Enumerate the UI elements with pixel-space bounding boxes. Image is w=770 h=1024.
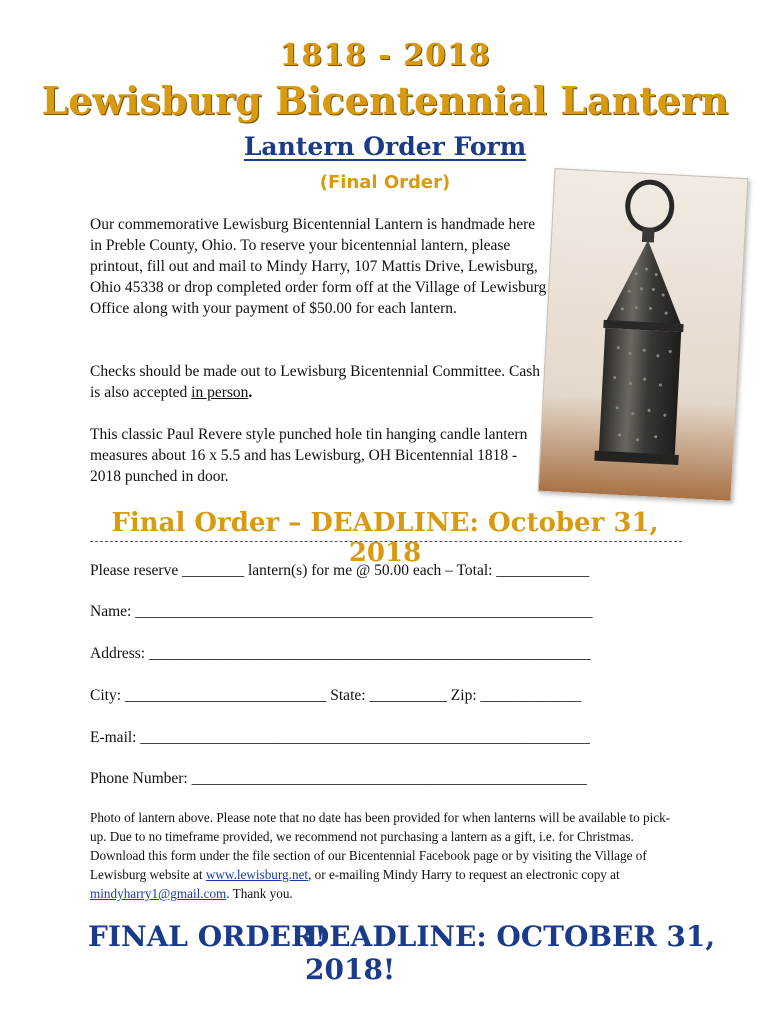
lantern-photo	[538, 168, 749, 502]
checks-text: Checks should be made out to Lewisburg Bicentennial Committee. Cash is also accepted	[90, 363, 540, 401]
reserve-quantity-field[interactable]: Please reserve ________ lantern(s) for me @ 50.00 each – Total: ____________	[90, 562, 590, 579]
city-state-zip-field[interactable]: City: __________________________ State: __________ Zip: _____________	[90, 687, 582, 704]
intro-text-3: This classic Paul Revere style punched hole tin hanging candle lantern measures about 16 x 5.5 and has Lewisburg, OH Bicentennial 1818 - 2018 punched in door.	[90, 426, 528, 485]
divider	[90, 541, 682, 542]
bottom-banner	[0, 920, 770, 986]
form-subtitle-text: Lantern Order Form	[243, 132, 527, 161]
deadline-banner: DEADLINE: OCTOBER 31, 2018!	[305, 920, 716, 986]
intro-text-2	[90, 361, 550, 403]
intro-paragraph-1	[90, 214, 550, 319]
years-heading: 1818 - 2018	[279, 38, 491, 73]
lantern-icon	[539, 169, 748, 501]
phone-field[interactable]: Phone Number: ___________________________________________________	[90, 770, 587, 787]
in-person-text: in person	[191, 384, 249, 401]
intro-paragraph-2	[90, 361, 550, 403]
intro-paragraph-3	[90, 424, 550, 487]
name-field[interactable]: Name: ___________________________________________________________	[90, 603, 593, 620]
email-field[interactable]: E-mail: __________________________________________________________	[90, 729, 590, 746]
page-title: Lewisburg Bicentennial Lantern	[41, 78, 729, 123]
website-link[interactable]: www.lewisburg.net	[205, 867, 309, 882]
email-link[interactable]: mindyharry1@gmail.com	[90, 886, 227, 901]
footer-text-1: Photo of lantern above. Please note that no date has been provided for when lanterns will be available to pick-up. Due to no timeframe provided, we recommend not purchasing a lantern as a gift, i.e. for Christmas. Download this form under the file section of our Bicentennial Facebook page or by visiting the Village of Lewisburg website at	[90, 810, 671, 882]
address-field[interactable]: Address: _________________________________________________________	[90, 645, 591, 662]
period-text: .	[248, 384, 253, 401]
footer-note	[90, 808, 686, 903]
final-order-banner: FINAL ORDER!	[88, 920, 327, 953]
form-subtitle	[0, 132, 770, 161]
intro-text-1: Our commemorative Lewisburg Bicentennial Lantern is handmade here in Preble County, Ohio. To reserve your bicentennial lantern, please printout, fill out and mail to Mindy Harry, 107 Mattis Drive, Lewisburg, Ohio 45338 or drop completed order form off at the Village of Lewisburg Office along with your payment of $50.00 for each lantern.	[90, 216, 547, 317]
final-order-note: (Final Order)	[319, 172, 451, 193]
deadline-heading: Final Order – DEADLINE: October 31, 2018	[111, 508, 659, 568]
footer-text-2: , or e-mailing Mindy Harry to request an electronic copy at	[308, 867, 620, 882]
footer-text-3: . Thank you.	[226, 886, 293, 901]
